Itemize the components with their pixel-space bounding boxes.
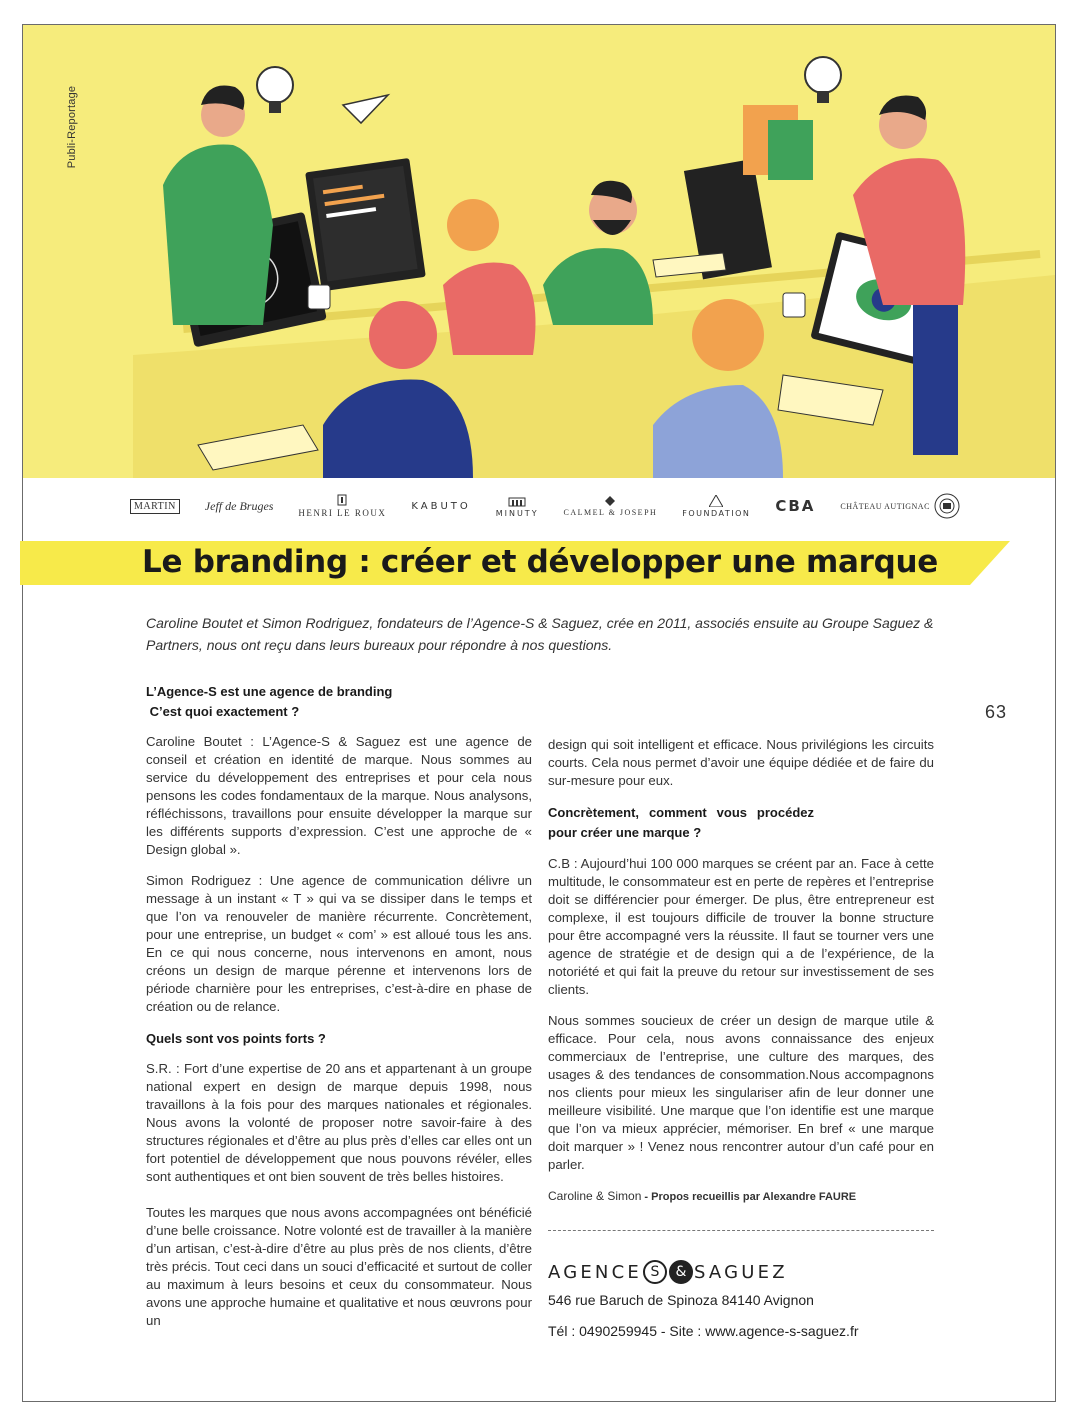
signature-credit: - Propos recueillis par Alexandre FAURE (641, 1191, 857, 1203)
question-heading: Concrètement, comment vous procédez pour créer une marque ? (548, 805, 814, 840)
office-illustration (23, 25, 1055, 478)
question-heading: L’Agence-S est une agence de branding C’est quoi exactement ? (146, 684, 393, 719)
minuty-castle-icon (507, 495, 527, 507)
intro-paragraph: Caroline Boutet et Simon Rodriguez, fondateurs de l’Agence-S & Saguez, crée en 2011, associés ensuite au Groupe Saguez & Partners, nous ont reçu dans leurs bureaux pour répondre à nos questions. (146, 615, 934, 653)
brand-logo-martin: MARTIN (130, 499, 180, 514)
brand-logo-foundation: FOUNDATION (682, 495, 750, 518)
chateau-autignac-seal-icon (934, 493, 960, 519)
page-title: Le branding : créer et développer une marque (142, 544, 938, 580)
signature-line (548, 1187, 934, 1206)
foundation-triangle-icon (709, 495, 723, 507)
answer-paragraph: Toutes les marques que nous avons accompagnées ont bénéficié d’une belle croissance. Notre volonté est de travailler à la manière d’un artisan, c’est-à-dire d’être au plus près de nos clients, d’être très précis. Tout ceci dans un souci d’efficacité et surtout de coller au maximum à leurs besoins et ceux du consommateur. Nous avons une approche humaine et qualitative et nous œuvrons pour un (146, 1205, 532, 1328)
side-label-text: Publi-Reportage (66, 85, 78, 169)
brand-logo-jeff-de-bruges: Jeff de Bruges (204, 498, 274, 513)
brand-logo-cba: CBA (775, 497, 816, 515)
answer-paragraph: Nous sommes soucieux de créer un design de marque utile & efficace. Pour cela, nous avons connaissance des enjeux commerciaux de l’entreprise, une culture des marques, des usages & des tendances de consommation.Nous accompagnons nos clients pour mieux les singulariser afin de leur donner une meilleure visibilité. Une marque que l’on identifie est une marque que l’on va mieux apprécier, mémoriser. En bref « une marque doit marquer » ! Venez nous rencontrer autour d’un café pour en parler. (548, 1013, 934, 1172)
agency-contact: Tél : 0490259945 - Site : www.agence-s-saguez.fr (548, 1323, 859, 1339)
answer-paragraph: C.B : Aujourd’hui 100 000 marques se créent par an. Face à cette multitude, le consommateur est en perte de repères et l’entreprise doit se différencier pour émerger. De plus, être entrepreneur est complexe, il est toujours difficile de trouver la bonne structure pour être accompagné vers la réussite. Il faut se tourner vers une agence de stratégie et de design qui a de l’expérience, de la notoriété et qui fait la preuve du retour sur investissement de ses clients. (548, 856, 934, 997)
left-column (146, 682, 532, 1343)
answer-paragraph: design qui soit intelligent et efficace. Nous privilégions les circuits courts. Cela nous permet d’avoir une équipe dédiée et de faire du sur-mesure pour eux. (548, 737, 934, 788)
calmel-joseph-diamond-icon (605, 496, 615, 506)
answer-paragraph: S.R. : Fort d’une expertise de 20 ans et appartenant à un groupe national expert en design de marque depuis 1998, nous travaillons à la fois pour des marques nationales et régionales. Nous avons la volonté de proposer notre savoir-faire à des structures régionales et d’être au plus près d’elles car elles ont un fort potentiel de développement que nous pouvons révéler, elles sont authentiques et ont bien souvent de très belles histoires. (146, 1061, 532, 1184)
right-column (548, 736, 934, 1206)
dashed-divider (548, 1230, 934, 1231)
brand-logo-calmel-joseph: CALMEL & JOSEPH (564, 496, 658, 517)
answer-paragraph: Caroline Boutet : L’Agence-S & Saguez est une agence de conseil et création en identité de marque. Nous sommes au service du développement des entreprises et pour cela nous pensons les codes fondamentaux de la marque. Nous analysons, réfléchissons, travaillons pour ensuite développer la marque sur les différents supports d’expression. C’est une approche de « Design global ». (146, 734, 532, 857)
page-number: 63 (985, 702, 1008, 722)
brand-logos-strip (130, 486, 960, 526)
agency-address: 546 rue Baruch de Spinoza 84140 Avignon (548, 1292, 814, 1308)
publi-reportage-label (60, 78, 84, 188)
signature-names: Caroline & Simon (548, 1189, 642, 1203)
henri-le-roux-emblem-icon (337, 494, 347, 506)
question-heading: Quels sont vos points forts ? (146, 1031, 326, 1046)
brand-logo-kabuto: KABUTO (411, 500, 471, 512)
brand-logo-minuty: MINUTY (496, 495, 539, 518)
brand-logo-henri-le-roux: HENRI LE ROUX (298, 494, 386, 518)
brand-logo-chateau-autignac: CHÂTEAU AUTIGNAC (840, 493, 960, 519)
answer-paragraph: Simon Rodriguez : Une agence de communication délivre un message à un instant « T » qui va se dissiper dans le temps et que l’on va renouveler de manière récurrente. Concrètement, pour une entreprise, un budget « com’ » est alloué tous les ans. En ce qui nous concerne, nous intervenons en amont, nous créons un design de marque pérenne et intervenons lors de période charnière pour les entreprises, c’est-à-dire en phase de création ou de relance. (146, 873, 532, 1014)
agence-s-saguez-logo: AGENCE S & SAGUEZ (548, 1261, 788, 1283)
